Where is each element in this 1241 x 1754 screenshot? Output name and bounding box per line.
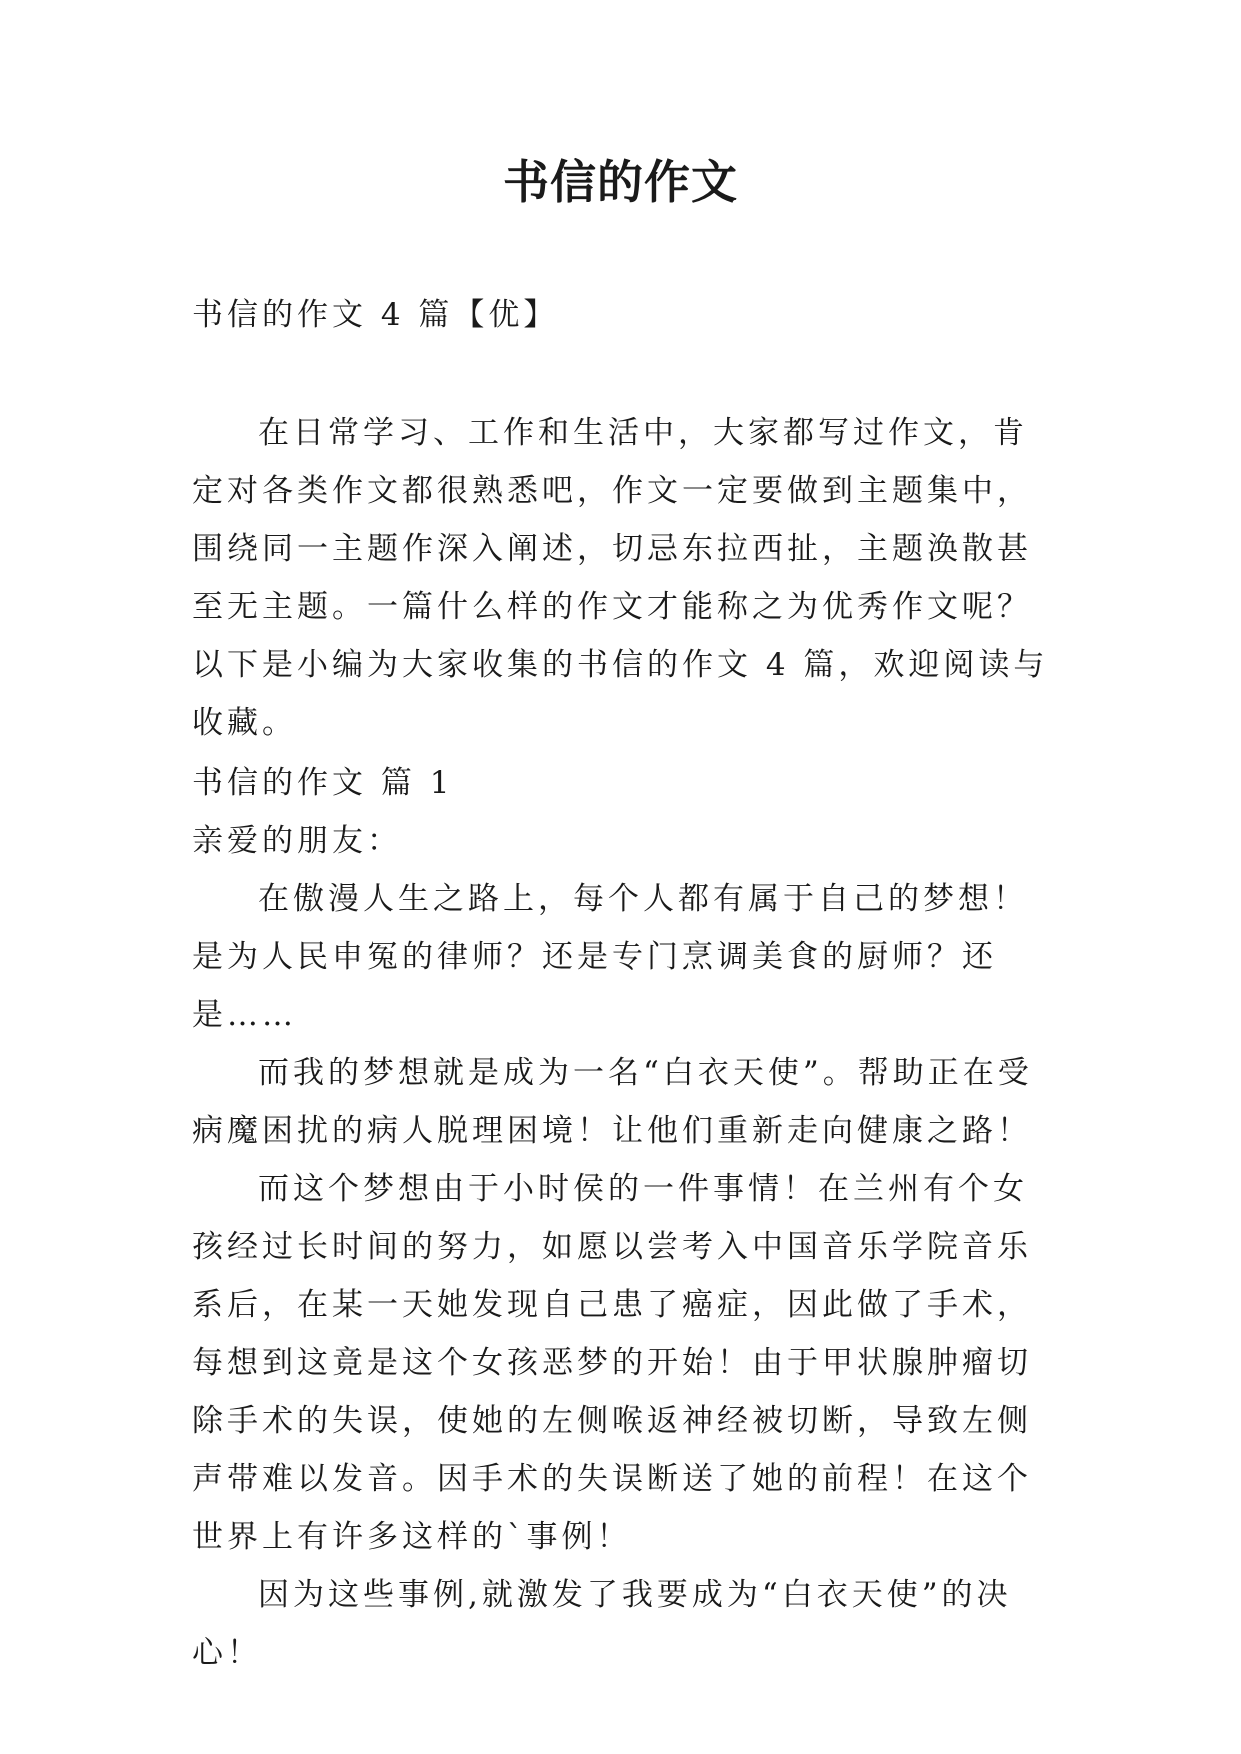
body-paragraph: 因为这些事例,就激发了我要成为“白衣天使”的决心！ [192, 1577, 1012, 1671]
document-title: 书信的作文 [503, 155, 738, 209]
body-paragraph: 而我的梦想就是成为一名“白衣天使”。帮助正在受病魔困扰的病人脱理困境！让他们重新走向健康之路！ [192, 1055, 1033, 1149]
section-heading: 书信的作文 篇 1 [192, 765, 454, 801]
body-paragraph: 而这个梦想由于小时侯的一件事情！在兰州有个女孩经过长时间的努力，如愿以尝考入中国音乐学院音乐系后，在某一天她发现自己患了癌症，因此做了手术，每想到这竟是这个女孩恶梦的开始！由于甲状腺肿瘤切除手术的失误，使她的左侧喉返神经被切断，导致左侧声带难以发音。因手术的失误断送了她的前程！在这个世界上有许多这样的`事例！ [192, 1171, 1032, 1555]
letter-greeting: 亲爱的朋友： [192, 823, 402, 859]
body-paragraph: 在傲漫人生之路上，每个人都有属于自己的梦想！是为人民申冤的律师？还是专门烹调美食的厨师？还是…… [192, 881, 1028, 1033]
intro-paragraph: 在日常学习、工作和生活中，大家都写过作文，肯定对各类作文都很熟悉吧，作文一定要做到主题集中，围绕同一主题作深入阐述，切忌东拉西扯，主题涣散甚至无主题。一篇什么样的作文才能称之为优秀作文呢？以下是小编为大家收集的书信的作文 4 篇，欢迎阅读与收藏。 [192, 415, 1049, 741]
document-subtitle: 书信的作文 4 篇【优】 [192, 297, 559, 333]
letter-section-1 [192, 754, 1052, 1682]
